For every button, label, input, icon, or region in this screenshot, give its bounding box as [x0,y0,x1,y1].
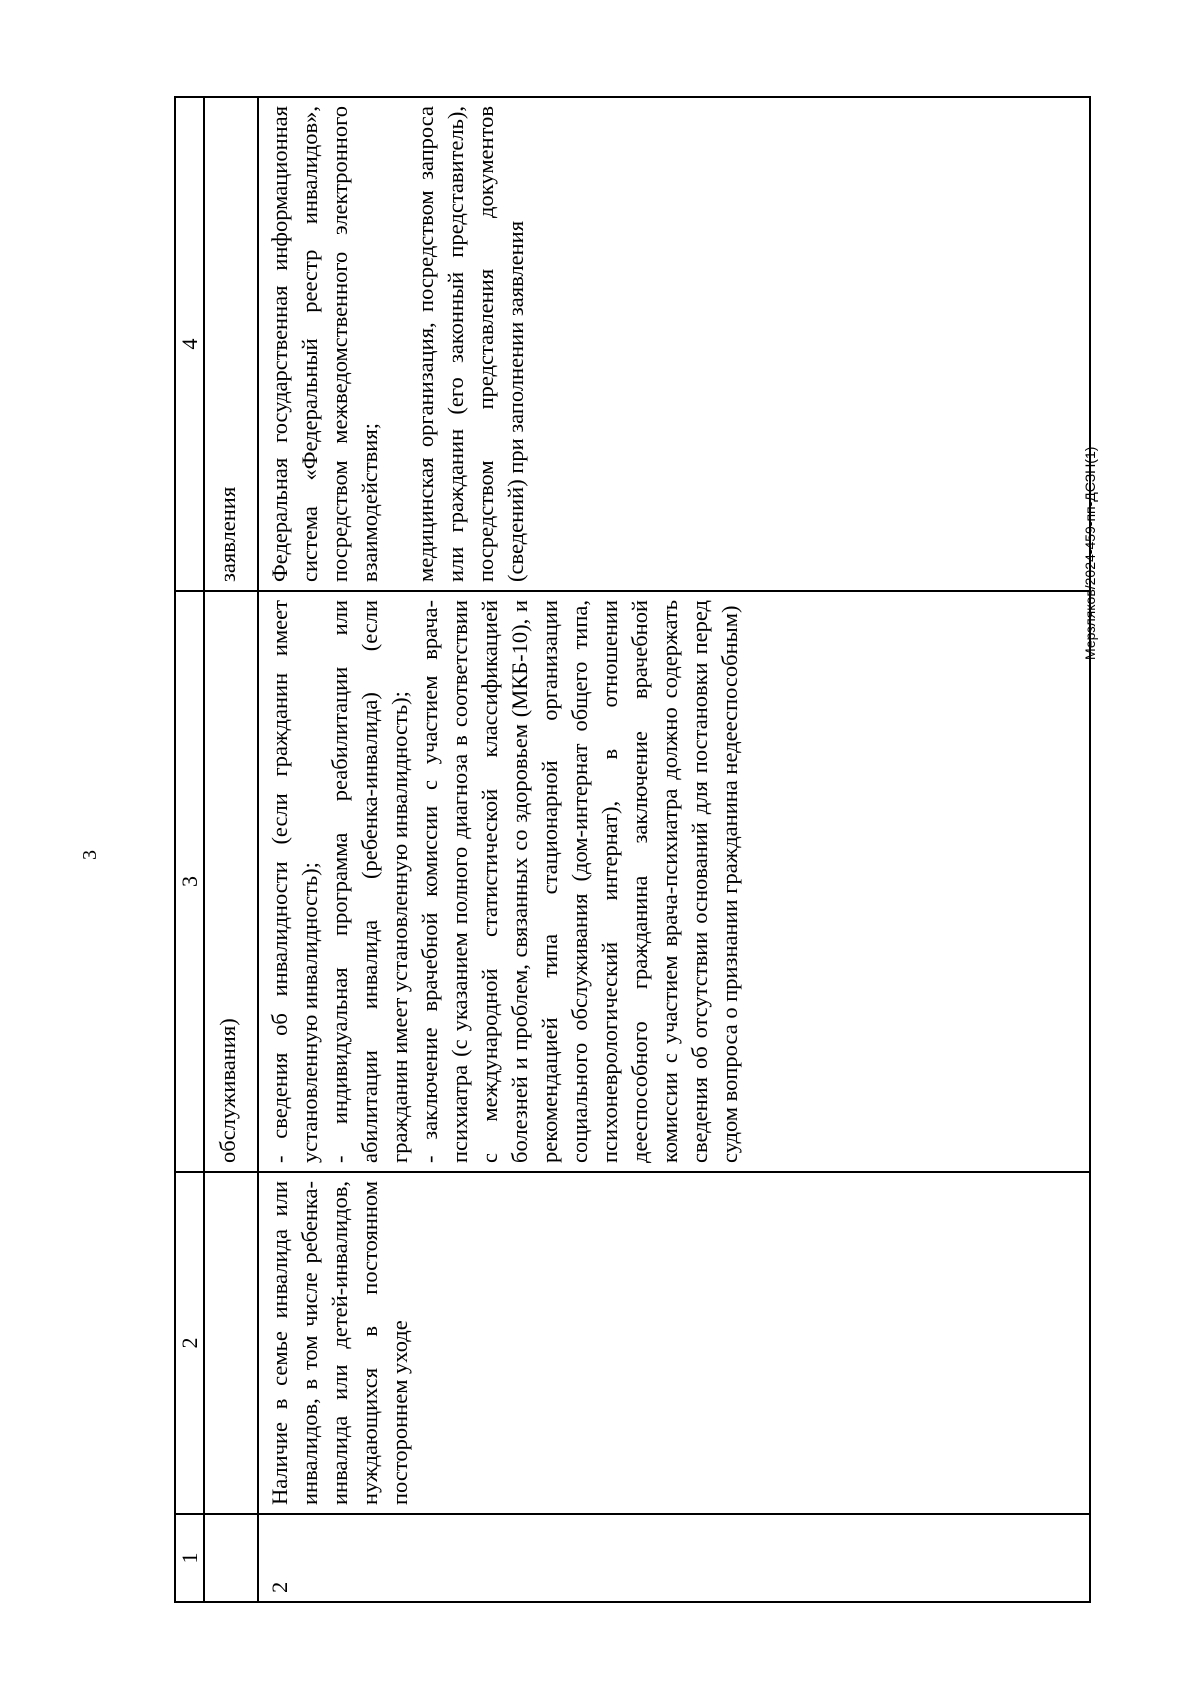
source-item: Федеральная государственная информационная система «Федеральный реестр инвалидов», посредством межведомственного электронного взаимодействия; [267,106,382,582]
continuation-col-4: заявления [204,97,258,591]
rotated-table-container [174,98,1091,1603]
source-item: медицинская организация, посредством запроса или гражданин (его законный представитель), посредством представления документов (сведений) при заполнении заявления [413,106,528,582]
spacer [385,106,411,582]
document-footer [1082,120,1102,660]
table-row [258,97,1090,1602]
page-number: 3 [79,850,101,860]
footer-reference: Мерзляков/2024-459-пп-ДСЗН(1) [1082,446,1098,660]
header-col-3: 3 [175,591,204,1172]
document-item: - сведения об инвалидности (если гражданин имеет установленную инвалидность); [267,600,322,1163]
document-item: - индивидуальная программа реабилитации или абилитации инвалида (ребенка-инвалида) (если гражданин имеет установленную инвалидность); [327,600,412,1163]
header-col-4: 4 [175,97,204,591]
header-col-1: 1 [175,1514,204,1602]
row-number: 2 [258,1514,1090,1602]
continuation-col-3: обслуживания) [204,591,258,1172]
criterion-cell: Наличие в семье инвалида или инвалидов, в том числе ребенка-инвалида или детей-инвалидов, нуждающихся в постоянном постороннем уходе [258,1172,1090,1514]
header-col-2: 2 [175,1172,204,1514]
documents-cell [258,591,1090,1172]
table-header-row [175,97,204,1602]
continuation-col-1 [204,1514,258,1602]
continuation-col-2 [204,1172,258,1514]
continuation-row [204,97,258,1602]
document-item: - заключение врачебной комиссии с участием врача-психиатра (с указанием полного диагноза в соответствии с международной статистической классификацией болезней и проблем, связанных со здоровьем (МКБ-10), и рекомендацией типа стационарной организации социального обслуживания (дом-интернат общего типа, психоневрологический интернат), в отношении дееспособного гражданина заключение врачебной комиссии с участием врача-психиатра должно содержать сведения об отсутствии оснований для постановки перед судом вопроса о признании гражданина недееспособным) [417,600,742,1163]
requirements-table [174,96,1091,1603]
sources-cell [258,97,1090,591]
